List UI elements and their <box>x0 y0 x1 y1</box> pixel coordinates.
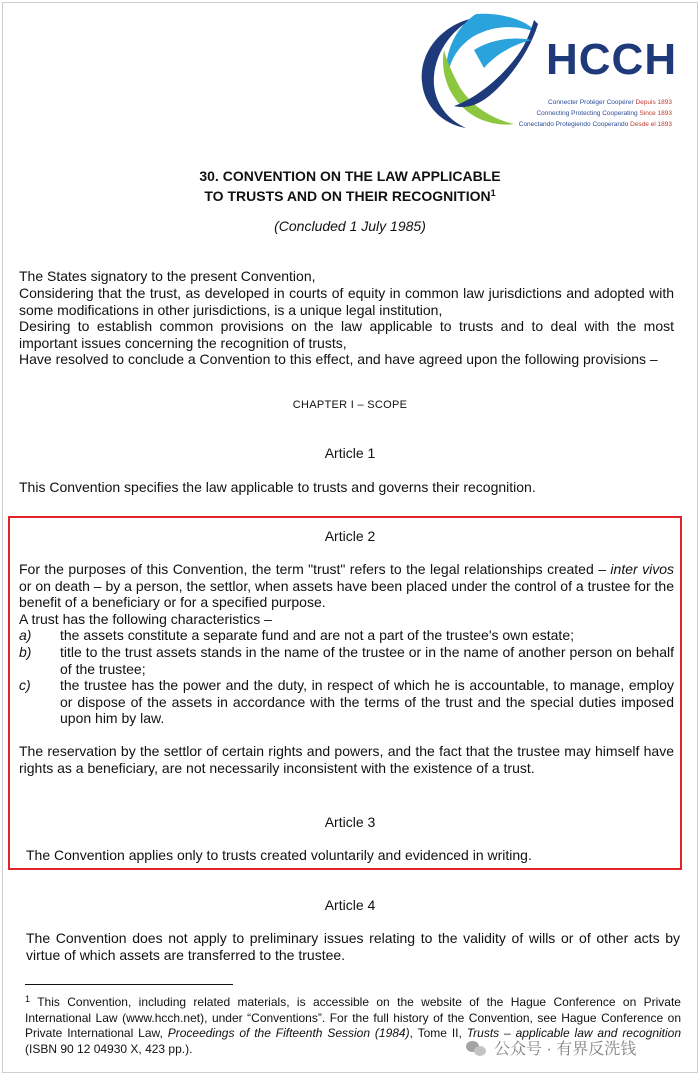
preamble-considering: Considering that the trust, as developed in courts of equity in common law jurisdictions and adopted with some modifications in other jurisdictions, is a unique legal institution, <box>19 285 674 318</box>
list-item-label: b) <box>19 644 32 660</box>
list-item-text: the trustee has the power and the duty, in respect of which he is accountable, to manage, employ or dispose of the assets in accordance with the terms of the trust and the special duties imposed upon him by law. <box>60 677 674 726</box>
watermark-text: 公众号 · 有界反洗钱 <box>494 1041 637 1058</box>
footnote-ref[interactable]: 1 <box>490 188 496 198</box>
article-3-text: The Convention applies only to trusts created voluntarily and evidenced in writing. <box>26 847 532 863</box>
tagline-es: Conectando Protegiendo Cooperando Desde el 1893 <box>518 121 672 128</box>
article-4-heading: Article 4 <box>324 897 376 913</box>
wechat-icon <box>466 1039 488 1057</box>
hcch-globe-icon <box>414 10 544 132</box>
article-1-text: This Convention specifies the law applicable to trusts and governs their recognition. <box>19 479 536 495</box>
list-item <box>19 677 674 727</box>
article-2-characteristics: A trust has the following characteristics – <box>19 611 272 627</box>
article-3-heading: Article 3 <box>324 814 376 830</box>
article-2-heading: Article 2 <box>324 528 376 544</box>
article-2-definition: For the purposes of this Convention, the term "trust" refers to the legal relationships created – inter vivos or on death – by a person, the settlor, when assets have been placed under the control of a trustee for the benefit of a beneficiary or for a specified purpose. <box>19 561 674 610</box>
list-item-text: the assets constitute a separate fund and are not a part of the trustee's own estate; <box>60 627 574 643</box>
document-title-line2: TO TRUSTS AND ON THEIR RECOGNITION$^1$ <box>204 188 496 204</box>
list-item-label: c) <box>19 677 31 693</box>
tagline-en: Connecting Protecting Cooperating Since 1893 <box>536 110 672 117</box>
preamble-intro: The States signatory to the present Convention, <box>19 268 316 284</box>
article-2-reservation: The reservation by the settlor of certain rights and powers, and the fact that the trustee may himself have rights as a beneficiary, are not necessarily inconsistent with the existence of a trust. <box>19 743 674 776</box>
list-item <box>19 644 674 677</box>
document-title-line1: 30. CONVENTION ON THE LAW APPLICABLE <box>199 168 501 184</box>
hcch-logo <box>414 10 684 132</box>
article-4-text: The Convention does not apply to preliminary issues relating to the validity of wills or of other acts by virtue of which assets are transferred to the trustee. <box>26 930 680 963</box>
list-item <box>19 627 674 644</box>
concluded-date: (Concluded 1 July 1985) <box>274 218 426 234</box>
chapter-heading: CHAPTER I – SCOPE <box>292 399 408 411</box>
hcch-wordmark: HCCH <box>546 35 678 84</box>
watermark <box>466 1036 636 1059</box>
list-item-text: title to the trust assets stands in the name of the trustee or in the name of another person on behalf of the trustee; <box>60 644 674 677</box>
preamble-desiring: Desiring to establish common provisions on the law applicable to trusts and to deal with the most important issues concerning the recognition of trusts, <box>19 318 674 351</box>
tagline-fr: Connecter Protéger Coopérer Depuis 1893 <box>548 99 672 106</box>
footnote-separator <box>25 984 233 985</box>
footnote: $^1$ This Convention, including related materials, is accessible on the website of the Hague Conference on Private International Law (www.hcch.net), under “Conventions”. For the full history of the Convention, see Hague Conference on Private International Law, Proceedings of the Fifteenth Session (1984), Tome II, Trusts – applicable law and recognition (ISBN 90 12 04930 X, 423 pp.). <box>25 994 682 1056</box>
preamble-resolved: Have resolved to conclude a Convention to this effect, and have agreed upon the following provisions – <box>19 351 658 367</box>
article-1-heading: Article 1 <box>324 445 376 461</box>
list-item-label: a) <box>19 627 32 643</box>
